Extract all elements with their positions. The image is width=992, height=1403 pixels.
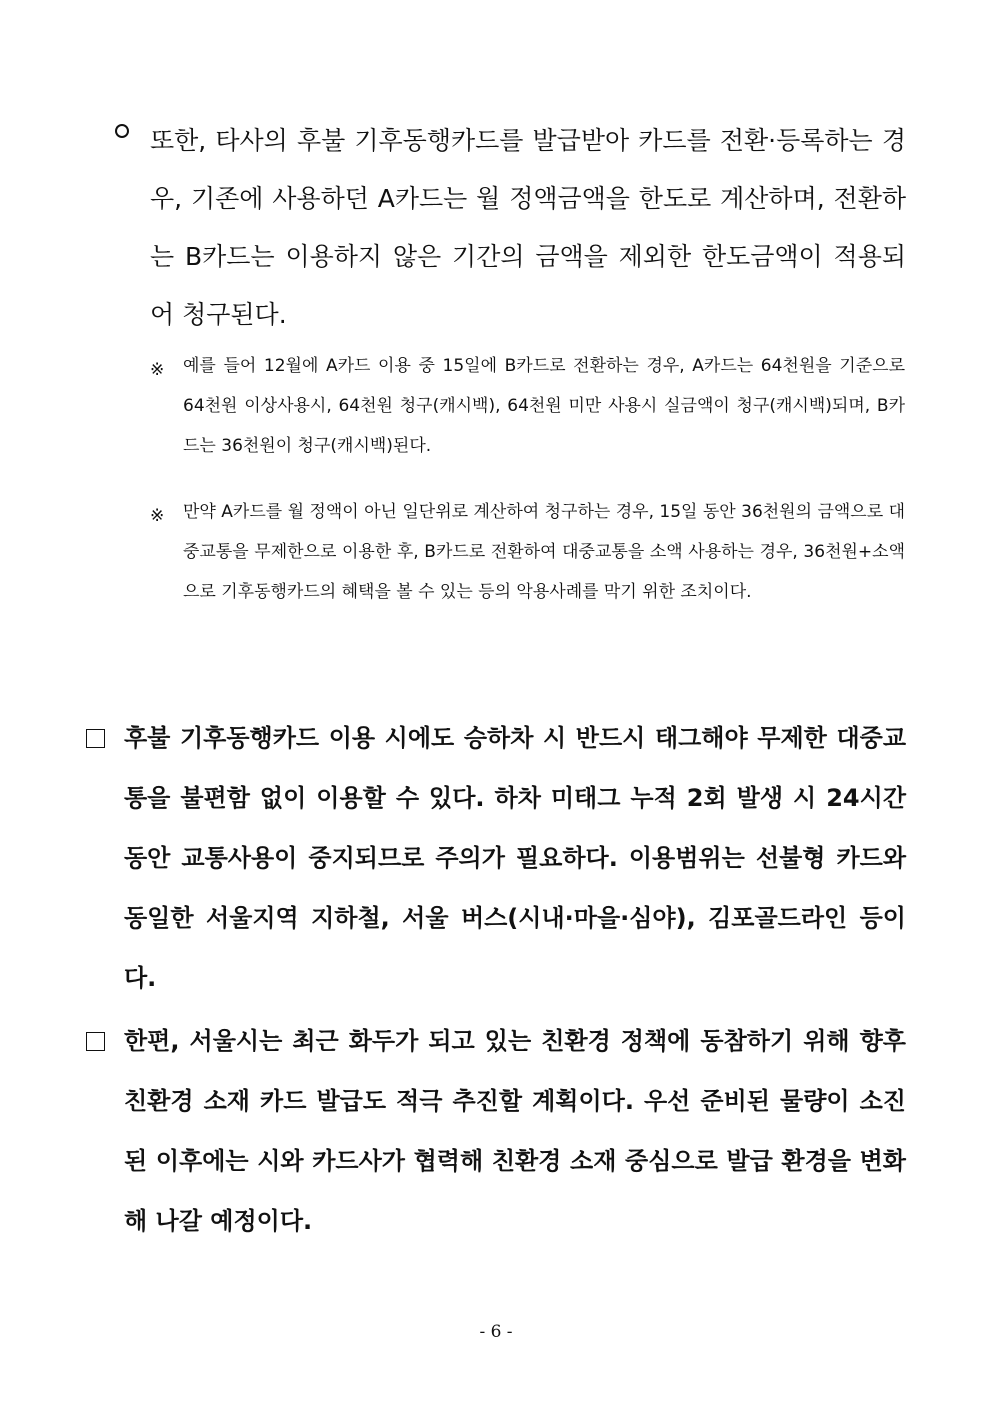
paragraph-card-switch: 또한, 타사의 후불 기후동행카드를 발급받아 카드를 전환·등록하는 경우, 기존에 사용하던 A카드는 월 정액금액을 한도로 계산하며, 전환하는 B카드는 이용하지 않은 기간의 금액을 제외한 한도금액이 적용되어 청구된다. (150, 126, 906, 329)
note-example-1: 예를 들어 12월에 A카드 이용 중 15일에 B카드로 전환하는 경우, A카드는 64천원을 기준으로 64천원 이상사용시, 64천원 청구(캐시백), 64천원 미만 사용시 실금액이 청구(캐시백)되며, B카드는 36천원이 청구(캐시백)된다. (183, 356, 905, 456)
paragraph-eco-card-plan: 한편, 서울시는 최근 화두가 되고 있는 친환경 정책에 동참하기 위해 향후 친환경 소재 카드 발급도 적극 추진할 계획이다. 우선 준비된 물량이 소진된 이후에는 시와 카드사가 협력해 친환경 소재 중심으로 발급 환경을 변화해 나갈 예정이다. (124, 1027, 906, 1235)
page-number: - 6 - (479, 1322, 513, 1342)
square-bullet-icon (86, 729, 105, 748)
paragraph-tagging-notice: 후불 기후동행카드 이용 시에도 승하차 시 반드시 태그해야 무제한 대중교통을 불편함 없이 이용할 수 있다. 하차 미태그 누적 2회 발생 시 24시간 동안 교통사용이 중지되므로 주의가 필요하다. 이용범위는 선불형 카드와 동일한 서울지역 지하철, 서울 버스(시내·마을·심야), 김포골드라인 등이다. (124, 724, 906, 992)
square-bullet-icon (86, 1032, 105, 1051)
note-reference-mark-2: ※ (150, 506, 165, 526)
circle-bullet-icon (115, 124, 129, 138)
note-example-2: 만약 A카드를 월 정액이 아닌 일단위로 계산하여 청구하는 경우, 15일 동안 36천원의 금액으로 대중교통을 무제한으로 이용한 후, B카드로 전환하여 대중교통을 소액 사용하는 경우, 36천원+소액으로 기후동행카드의 혜택을 볼 수 있는 등의 악용사례를 막기 위한 조치이다. (183, 502, 905, 602)
note-reference-mark-1: ※ (150, 360, 165, 380)
